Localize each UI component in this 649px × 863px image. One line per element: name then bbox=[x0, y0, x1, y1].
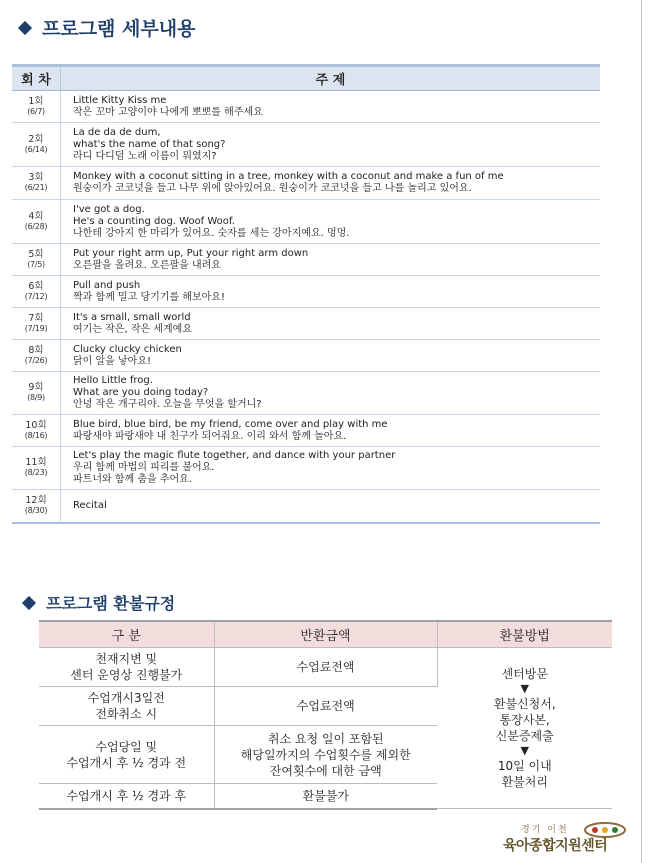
header-topic: 주 제 bbox=[61, 66, 601, 91]
session-date: (8/9) bbox=[27, 393, 45, 402]
session-date: (7/5) bbox=[27, 259, 45, 269]
section-title-refund-policy bbox=[24, 591, 175, 614]
session-date: (8/23) bbox=[24, 468, 48, 477]
category-line: 전화취소 시 bbox=[95, 707, 158, 721]
topic-line: Little Kitty Kiss me bbox=[73, 94, 167, 106]
amount-line: 잔여횟수에 대한 금액 bbox=[269, 763, 382, 778]
session-date: (6/28) bbox=[24, 221, 48, 231]
topic-line: 파트너와 함께 춤을 추어요. bbox=[73, 474, 192, 485]
topic-line: 짝과 함께 밀고 당기기를 해보아요! bbox=[73, 291, 225, 303]
topic-line: Let's play the magic flute together, and dance with your partner bbox=[73, 450, 396, 461]
topic-line: 우리 함께 마법의 피리를 불어요. bbox=[73, 462, 215, 473]
diamond-bullet-icon bbox=[22, 595, 36, 609]
topic-line: 파랑새야 파랑새야 내 친구가 되어줘요. 이리 와서 함께 놀아요. bbox=[73, 430, 347, 442]
category-line: 수업당일 및 bbox=[95, 739, 158, 754]
schedule-table bbox=[12, 64, 600, 524]
table-row bbox=[12, 447, 600, 490]
session-date: (8/30) bbox=[24, 505, 48, 515]
category-line: 천재지변 및 bbox=[95, 652, 158, 666]
refund-table bbox=[39, 620, 612, 810]
session-date: (8/16) bbox=[24, 430, 48, 440]
topic-line: 작은 꼬마 고양이야 나에게 뽀뽀를 해주세요 bbox=[73, 106, 263, 118]
header-category: 구 분 bbox=[39, 621, 214, 648]
header-refund-method: 환불방법 bbox=[437, 621, 612, 648]
amount-line: 취소 요청 일이 포함된 bbox=[267, 731, 384, 746]
session-number: 8회 bbox=[28, 344, 44, 356]
arrow-down-icon: ▼ bbox=[520, 744, 529, 757]
method-step-documents: 통장사본, bbox=[499, 713, 550, 727]
category-line: 수업개시3일전 bbox=[87, 691, 165, 705]
topic-line: 닭이 알을 낳아요! bbox=[73, 355, 151, 367]
table-row bbox=[12, 200, 600, 244]
topic-line: Monkey with a coconut sitting in a tree, monkey with a coconut and make a fun of me bbox=[73, 171, 504, 182]
topic-line: 라디 다디덤 노래 이름이 뭐였지? bbox=[73, 150, 217, 162]
category-line: 수업개시 후 ½ 경과 전 bbox=[66, 755, 187, 770]
topic-line: 나한테 강아지 한 마리가 있어요. 숫자를 세는 강아지예요. 멍멍. bbox=[73, 227, 350, 239]
section-title-text: 프로그램 세부내용 bbox=[42, 18, 196, 40]
table-row bbox=[12, 91, 600, 123]
section-title-text: 프로그램 환불규정 bbox=[46, 594, 176, 613]
logo-main-text: 육아종합지원센터 bbox=[503, 838, 608, 854]
session-date: (6/21) bbox=[24, 183, 48, 192]
topic-line: 원숭이가 코코넛을 들고 나무 위에 앉아있어요. 원숭이가 코코넛을 들고 나를 놀리고 있어요. bbox=[73, 183, 472, 194]
method-step-visit: 센터방문 bbox=[501, 667, 548, 681]
topic-line: 오른팔을 올려요. 오른팔을 내려요 bbox=[73, 259, 221, 271]
table-row bbox=[12, 276, 600, 308]
topic-line: Hello Little frog. bbox=[73, 375, 153, 386]
session-date: (6/14) bbox=[24, 144, 48, 154]
arrow-down-icon: ▼ bbox=[520, 682, 529, 695]
session-number: 1회 bbox=[28, 95, 44, 107]
logo-emblem-icon bbox=[581, 820, 629, 840]
session-date: (7/19) bbox=[24, 323, 48, 333]
session-date: (6/7) bbox=[27, 106, 45, 116]
method-step-documents: 환불신청서, bbox=[493, 697, 556, 711]
session-number: 10회 bbox=[25, 419, 47, 431]
method-step-processing: 환불처리 bbox=[501, 775, 548, 789]
header-refund-amount: 반환금액 bbox=[214, 621, 437, 648]
session-number: 9회 bbox=[28, 382, 44, 393]
topic-line: What are you doing today? bbox=[73, 387, 209, 398]
category-line: 센터 운영상 진행불가 bbox=[70, 668, 183, 682]
table-row bbox=[39, 648, 612, 687]
session-date: (7/12) bbox=[24, 291, 48, 301]
amount-line: 수업료전액 bbox=[296, 699, 355, 713]
session-number: 5회 bbox=[28, 248, 44, 260]
method-step-documents: 신분증제출 bbox=[495, 729, 554, 743]
amount-line: 수업료전액 bbox=[296, 660, 355, 674]
session-number: 12회 bbox=[25, 494, 47, 506]
topic-line: 여기는 작은, 작은 세계예요 bbox=[73, 323, 192, 335]
session-number: 7회 bbox=[28, 312, 44, 324]
topic-line: Pull and push bbox=[73, 279, 141, 291]
section-title-program-details bbox=[20, 14, 195, 41]
table-row bbox=[12, 415, 600, 447]
session-number: 2회 bbox=[28, 133, 44, 145]
amount-line: 환불불가 bbox=[302, 788, 349, 803]
logo-small-text: 경기 이천 bbox=[521, 825, 569, 835]
topic-line: It's a small, small world bbox=[73, 311, 191, 323]
header-session: 회 차 bbox=[12, 66, 61, 91]
topic-line: 안녕 작은 개구리야. 오늘을 무엇을 할거니? bbox=[73, 399, 262, 410]
table-row bbox=[12, 490, 600, 523]
topic-line: what's the name of that song? bbox=[73, 138, 226, 150]
table-row bbox=[12, 244, 600, 276]
session-number: 3회 bbox=[28, 172, 44, 183]
table-row bbox=[12, 340, 600, 372]
category-line: 수업개시 후 ½ 경과 후 bbox=[66, 788, 187, 803]
amount-line: 해당일까지의 수업횟수를 제외한 bbox=[240, 747, 411, 762]
topic-line: Recital bbox=[73, 499, 107, 511]
topic-line: La de da de dum, bbox=[73, 126, 161, 138]
method-step-processing: 10일 이내 bbox=[497, 759, 552, 773]
table-row bbox=[12, 308, 600, 340]
schedule-header-row bbox=[12, 66, 600, 91]
refund-method-cell bbox=[437, 648, 612, 809]
session-number: 11회 bbox=[25, 457, 47, 468]
session-number: 4회 bbox=[28, 210, 44, 222]
refund-header-row bbox=[39, 621, 612, 648]
table-row bbox=[12, 123, 600, 167]
table-row bbox=[12, 372, 600, 415]
topic-line: He's a counting dog. Woof Woof. bbox=[73, 215, 235, 227]
topic-line: Clucky clucky chicken bbox=[73, 343, 182, 355]
table-row bbox=[12, 167, 600, 200]
session-number: 6회 bbox=[28, 280, 44, 292]
session-date: (7/26) bbox=[24, 355, 48, 365]
diamond-bullet-icon bbox=[18, 20, 32, 34]
topic-line: Blue bird, blue bird, be my friend, come over and play with me bbox=[73, 418, 388, 430]
topic-line: Put your right arm up, Put your right arm down bbox=[73, 247, 309, 259]
center-logo bbox=[503, 820, 631, 858]
topic-line: I've got a dog. bbox=[73, 203, 145, 215]
